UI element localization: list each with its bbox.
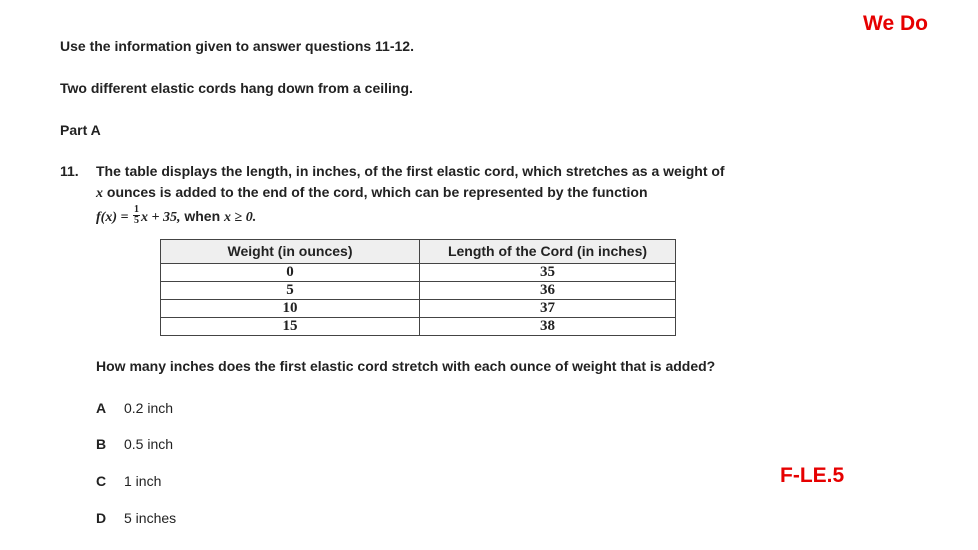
part-label: Part A bbox=[60, 122, 101, 138]
standard-code: F-LE.5 bbox=[780, 464, 845, 487]
table-cell: 5 bbox=[161, 282, 420, 300]
choice-letter: D bbox=[96, 510, 107, 526]
table-row bbox=[161, 282, 676, 300]
question-line-2-text: ounces is added to the end of the cord, which can be represented by the function bbox=[103, 184, 648, 200]
choice-letter: B bbox=[96, 436, 107, 452]
choice-text: 0.2 inch bbox=[124, 400, 174, 416]
question-line-2 bbox=[96, 184, 648, 202]
table-row bbox=[161, 318, 676, 336]
table-row bbox=[161, 300, 676, 318]
table-cell: 36 bbox=[420, 282, 676, 300]
fraction-numerator: 1 bbox=[133, 204, 139, 215]
function-definition bbox=[96, 204, 257, 228]
question-prompt: How many inches does the first elastic cord stretch with each ounce of weight that is added? bbox=[96, 358, 716, 374]
table-header-length: Length of the Cord (in inches) bbox=[420, 240, 676, 264]
fraction bbox=[133, 205, 140, 226]
table-row bbox=[161, 264, 676, 282]
question-number: 11. bbox=[60, 163, 79, 179]
intro-text: Two different elastic cords hang down from a ceiling. bbox=[60, 80, 413, 96]
table-header-weight: Weight (in ounces) bbox=[161, 240, 420, 264]
we-do-badge: We Do bbox=[863, 12, 928, 35]
table-cell: 38 bbox=[420, 318, 676, 336]
variable-x: x bbox=[96, 186, 103, 201]
function-tail: when bbox=[180, 208, 225, 225]
choice-text: 0.5 inch bbox=[124, 436, 174, 452]
function-rhs: x + 35, bbox=[140, 210, 181, 226]
choice-text: 1 inch bbox=[124, 473, 162, 489]
fraction-denominator: 5 bbox=[133, 215, 139, 226]
choice-letter: C bbox=[96, 473, 107, 489]
function-condition: x ≥ 0. bbox=[224, 210, 257, 226]
table-header-row bbox=[161, 240, 676, 264]
question-line-1: The table displays the length, in inches, of the first elastic cord, which stretches as a weight of bbox=[96, 163, 725, 179]
instructions-text: Use the information given to answer questions 11-12. bbox=[60, 38, 414, 54]
table-cell: 15 bbox=[161, 318, 420, 336]
choice-text: 5 inches bbox=[124, 510, 177, 526]
table-cell: 37 bbox=[420, 300, 676, 318]
function-lhs: f(x) = bbox=[96, 210, 132, 226]
data-table bbox=[160, 239, 676, 336]
table-cell: 35 bbox=[420, 264, 676, 282]
choice-letter: A bbox=[96, 400, 107, 416]
table-cell: 10 bbox=[161, 300, 420, 318]
table-cell: 0 bbox=[161, 264, 420, 282]
